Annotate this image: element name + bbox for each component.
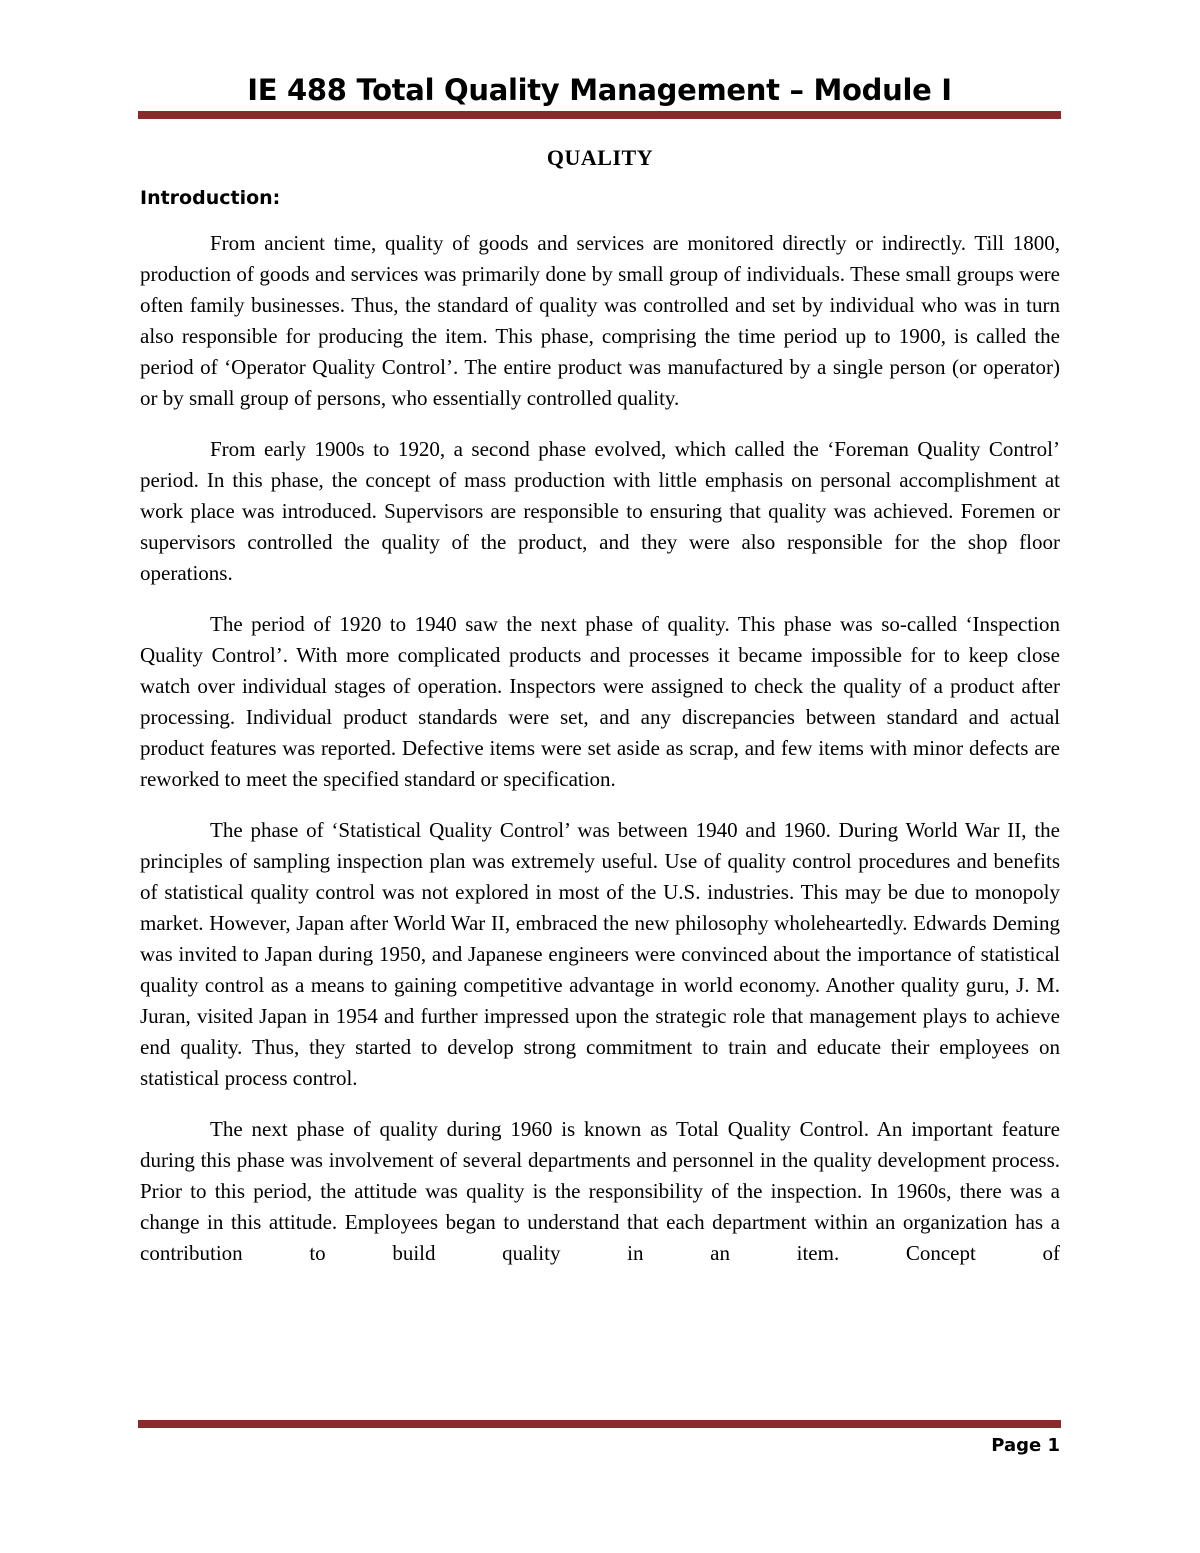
paragraph-operator-quality-control: From ancient time, quality of goods and services are monitored directly or indirectly. Till 1800, production of goods and services was primarily done by small group of individuals. These small groups were often family businesses. Thus, the standard of quality was controlled and set by individual who was in turn also responsible for producing the item. This phase, comprising the time period up to 1900, is called the period of ‘Operator Quality Control’. The entire product was manufactured by a single person (or operator) or by small group of persons, who essentially controlled quality. — [140, 231, 1060, 410]
paragraph-statistical-quality-control: The phase of ‘Statistical Quality Control’ was between 1940 and 1960. During World War II, the principles of sampling inspection plan was extremely useful. Use of quality control procedures and benefits of statistical quality control was not explored in most of the U.S. industries. This may be due to monopoly market. However, Japan after World War II, embraced the new philosophy wholeheartedly. Edwards Deming was invited to Japan during 1950, and Japanese engineers were convinced about the importance of statistical quality control as a means to gaining competitive advantage in world economy. Another quality guru, J. M. Juran, visited Japan in 1954 and further impressed upon the strategic role that management plays to achieve end quality. Thus, they started to develop strong commitment to train and educate their employees on statistical process control. — [140, 818, 1060, 1090]
paragraph-inspection-quality-control: The period of 1920 to 1940 saw the next phase of quality. This phase was so-called ‘Inspection Quality Control’. With more complicated products and processes it became impossible for to keep close watch over individual stages of operation. Inspectors were assigned to check the quality of a product after processing. Individual product standards were set, and any discrepancies between standard and actual product features was reported. Defective items were set aside as scrap, and few items with minor defects are reworked to meet the specified standard or specification. — [140, 612, 1060, 791]
paragraph-total-quality-control: The next phase of quality during 1960 is known as Total Quality Control. An important feature during this phase was involvement of several departments and personnel in the quality development process. Prior to this period, the attitude was quality is the responsibility of the inspection. In 1960s, there was a change in this attitude. Employees began to understand that each department within an organization has a contribution to build quality in an item. Concept of — [140, 1117, 1060, 1265]
page-number: Page 1 — [991, 1435, 1060, 1456]
section-title: QUALITY — [546, 145, 654, 170]
header-title: IE 488 Total Quality Management – Module I — [247, 73, 952, 107]
paragraph-foreman-quality-control: From early 1900s to 1920, a second phase evolved, which called the ‘Foreman Quality Control’ period. In this phase, the concept of mass production with little emphasis on personal accomplishment at work place was introduced. Supervisors are responsible to ensuring that quality was achieved. Foremen or supervisors controlled the quality of the product, and they were also responsible for the shop floor operations. — [140, 437, 1060, 585]
header-rule — [138, 111, 1061, 119]
footer-rule — [138, 1420, 1061, 1428]
document-body — [140, 142, 1060, 1269]
introduction-heading: Introduction: — [140, 187, 281, 209]
